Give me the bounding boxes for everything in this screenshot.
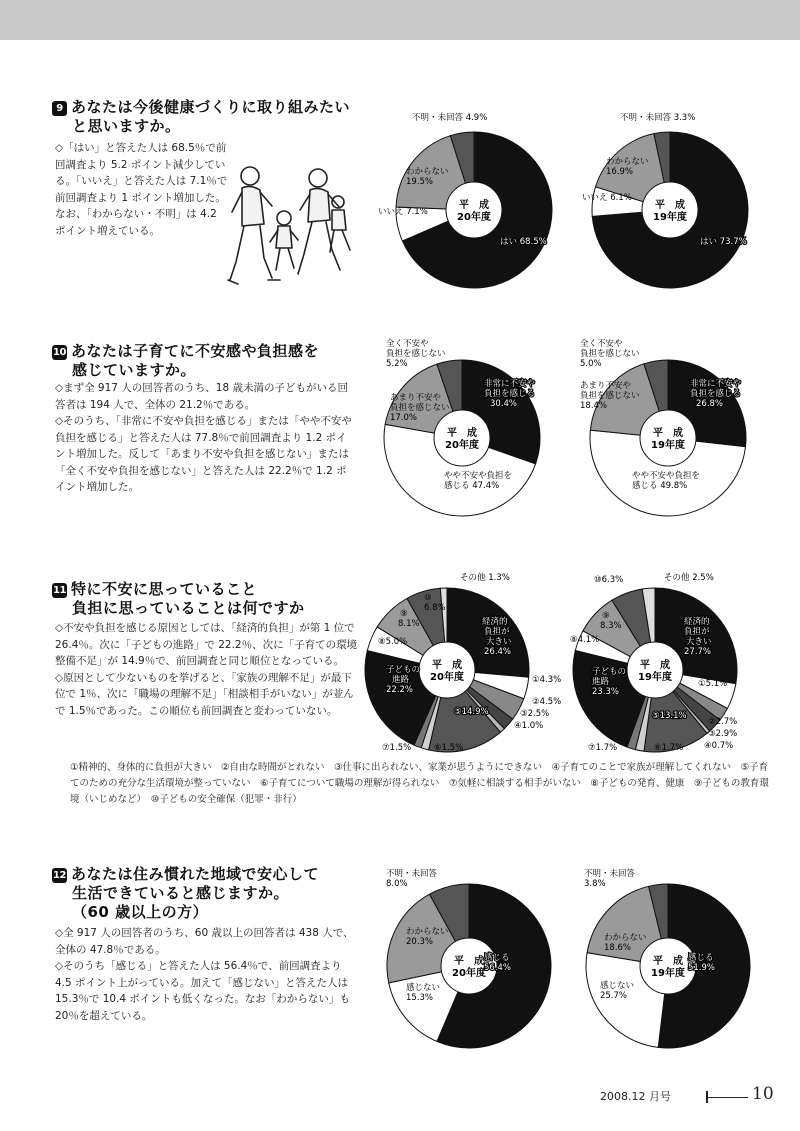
pie-slice-label: 8.1%	[398, 619, 420, 629]
pie-slice-label: 16.9%	[606, 167, 634, 177]
pie-slice-label: 感じる	[484, 953, 510, 963]
pie-slice-label: 進路	[592, 677, 610, 687]
pie-slice-label: いいえ 6.1%	[582, 193, 632, 203]
pie-slice-label: 感じる	[688, 953, 714, 963]
pie-chart	[580, 112, 785, 292]
pie-slice-label: あまり不安や	[390, 393, 442, 403]
pie-slice-label: 不明・未回答	[584, 869, 636, 879]
pie-slice-label: ②4.5%	[532, 697, 562, 707]
pie-slice-label: はい 73.7%	[700, 237, 747, 247]
pie-center-label: 平 成	[653, 428, 683, 439]
pie-center-label: 19年度	[638, 672, 672, 683]
pie-slice-label: 全く不安や	[386, 339, 429, 349]
pie-slice-label: ⑥1.5%	[434, 743, 464, 753]
pie-slice-label: 26.8%	[696, 399, 724, 409]
pie-slice-label: 18.4%	[580, 401, 608, 411]
pie-slice-label: 進路	[392, 675, 410, 685]
pie-slice-label: 感じる 49.8%	[632, 481, 688, 491]
section-title-12: 12 あなたは住み慣れた地域で安心して 生活できていると感じますか。 （60 歳以上の方）	[53, 865, 320, 921]
pie-slice-label: 18.6%	[604, 943, 632, 953]
pie-slice-label: ④1.0%	[514, 721, 544, 731]
pie-slice-label: 15.3%	[406, 993, 434, 1003]
pie-slice-label: ⑩6.3%	[594, 575, 624, 585]
pie-slice-label: 感じない	[406, 983, 441, 993]
pie-slice-label: わからない	[406, 927, 449, 937]
section-body-9: ◇「はい」と答えた人は 68.5％で前回調査より 5.2 ポイント減少している。「いいえ」と答えた人は 7.1％で前回調査より 1 ポイント増加した。なお、「わからない・不明」は 4.2 ポイント増えている。	[55, 142, 228, 237]
pie-center-label: 20年度	[445, 440, 479, 451]
pie-slice-label: 経済的	[482, 617, 508, 627]
issue-date: 2008.12 月号	[600, 1090, 671, 1103]
pie-slice-label: 8.0%	[386, 879, 408, 889]
pie-center-label: 平 成	[653, 956, 683, 967]
pie-slice-label: 非常に不安や	[484, 379, 536, 389]
pie-slice-label: ⑧4.1%	[570, 635, 600, 645]
pie-slice-label: 負担を感じる	[484, 389, 536, 399]
pie-chart	[372, 572, 577, 757]
section-number-badge: 12	[53, 870, 66, 881]
pie-slice-label: 感じる 47.4%	[444, 481, 500, 491]
pie-center-label: 20年度	[452, 968, 486, 979]
pie-slice-label: その他 1.3%	[460, 573, 510, 583]
footer-rule	[708, 1097, 748, 1098]
pie-slice-label: 26.4%	[484, 647, 512, 657]
pie-slice-label: ⑥1.7%	[654, 743, 684, 753]
pie-slice-label: 負担を感じない	[580, 391, 640, 401]
pie-slice-label: やや不安や負担を	[444, 471, 513, 481]
pie-slice-label: 大きい	[486, 637, 512, 647]
pie-center-label: 平 成	[454, 956, 484, 967]
pie-slice-label: ⑧5.0%	[378, 637, 408, 647]
pie-chart	[372, 112, 577, 292]
pie-slice-label: 51.9%	[688, 963, 716, 973]
pie-slice-label: 非常に不安や	[690, 379, 742, 389]
pie-slice-label: ②2.7%	[708, 717, 738, 727]
pie-slice-label: 19.5%	[406, 177, 434, 187]
pie-slice-label: 22.2%	[386, 685, 414, 695]
pie-slice-label: あまり不安や	[580, 381, 632, 391]
section-title-9: 9 あなたは今後健康づくりに取り組みたい と思いますか。	[52, 98, 382, 136]
pie-slice-label: 30.4%	[490, 399, 518, 409]
section-body-10: ◇まず全 917 人の回答者のうち、18 歳未満の子どもがいる回答者は 194 人で、全体の 21.2％である。 ◇そのうち、「非常に不安や負担を感じる」または「やや不安や負担を感じる」と答えた人は 77.8％で前回調査より 1.2 ポイント増加した。反して「あまり不安や負担を感じない」または「全く不安や負担を感じない」と答えた人は 22.2％で 1.2 ポイント増加した。	[55, 382, 352, 493]
pie-slice-label: 大きい	[686, 637, 712, 647]
pie-slice-label: ③2.9%	[708, 729, 738, 739]
pie-chart	[580, 340, 785, 520]
pie-center-label: 19年度	[651, 440, 685, 451]
header-bar	[0, 0, 800, 40]
pie-slice-label: はい 68.5%	[500, 237, 547, 247]
pie-center-label: 平 成	[447, 428, 477, 439]
pie-slice-label: 56.4%	[484, 963, 512, 973]
section-number-badge: 10	[53, 347, 66, 358]
pie-center-label: 20年度	[430, 672, 464, 683]
section-title-10: 10 あなたは子育てに不安感や負担感を 感じていますか。	[53, 342, 320, 379]
pie-slice-label: 負担を感じる	[690, 389, 742, 399]
section-number-badge: 9	[52, 101, 67, 116]
pie-center-label: 平 成	[432, 660, 462, 671]
cause-legend: ①精神的、身体的に負担が大きい ②自由な時間がとれない ③仕事に出られない、家業が思うようにできない ④子育てのことで家族が理解してくれない ⑤子育てのための充分な生活環境が整っていない ⑥子育てについて職場の理解が得られない ⑦気軽に相談する相手がいない ⑧子どもの発育、健康 ⑨子どもの教育環境（いじめなど） ⑩子どもの安全確保（犯罪・非行）	[70, 762, 769, 805]
pie-slice-label: やや不安や負担を	[632, 471, 701, 481]
pie-slice-label: 27.7%	[684, 647, 712, 657]
pie-center-label: 平 成	[640, 660, 670, 671]
pie-slice-label: ⑨	[602, 611, 610, 621]
pie-center-label: 20年度	[457, 212, 491, 223]
pie-slice-label: ⑦1.7%	[588, 743, 618, 753]
pie-slice-label: 不明・未回答	[386, 869, 438, 879]
page-number: 10	[752, 1084, 774, 1104]
section-number-badge: 11	[53, 585, 66, 596]
pie-slice-label: 不明・未回答 4.9%	[412, 113, 488, 123]
pie-slice-label: ⑦1.5%	[382, 743, 412, 753]
section-body-11: ◇不安や負担を感じる原因としては、「経済的負担」が第 1 位で 26.4％。次に「子どもの進路」で 22.2％、次に「子育ての環境整備不足」が 14.9％で、前回調査と同じ順位となっている。 ◇原因として少ないものを挙げると、「家族の理解不足」が最下位で 1％、次に「職場の理解不足」「相談相手がいない」が並んで 1.5％であった。この順位も前回調査と変わっていない。	[55, 622, 358, 717]
pie-slice-label: 5.0%	[580, 359, 602, 369]
pie-slice-label: ④0.7%	[704, 741, 734, 751]
pie-slice-label: ⑩	[424, 593, 432, 603]
pie-slice-label: 6.8%	[424, 603, 446, 613]
pie-slice-label: いいえ 7.1%	[378, 207, 428, 217]
pie-chart	[570, 572, 785, 757]
pie-slice-label: 23.3%	[592, 687, 620, 697]
pie-slice-label: 全く不安や	[580, 339, 623, 349]
pie-slice-label: 5.2%	[386, 359, 408, 369]
pie-chart	[372, 868, 577, 1048]
pie-slice-label: 3.8%	[584, 879, 606, 889]
pie-slice-label: 負担を感じない	[386, 349, 446, 359]
family-running-illustration	[228, 162, 358, 292]
pie-chart	[372, 340, 577, 520]
pie-center-label: 平 成	[655, 200, 685, 211]
section-body-12: ◇全 917 人の回答者のうち、60 歳以上の回答者は 438 人で、全体の 47.8％である。 ◇そのうち「感じる」と答えた人は 56.4％で、前回調査より 4.5 ポイント上がっている。加えて「感じない」と答えた人は 15.3％で 10.4 ポイントも低くなった。なお「わからない」も 20％を超えている。	[55, 927, 354, 1022]
pie-slice-label: その他 2.5%	[664, 573, 714, 583]
pie-slice-label: ①5.1%	[698, 679, 728, 689]
pie-slice-label: 負担を感じない	[580, 349, 640, 359]
pie-slice-label: 負担が	[684, 627, 710, 637]
section-title-11: 11 特に不安に思っていること 負担に思っていることは何ですか	[53, 580, 305, 617]
pie-slice-label: わからない	[604, 933, 647, 943]
pie-slice-label: 負担を感じない	[390, 403, 450, 413]
pie-slice-label: 20.3%	[406, 937, 434, 947]
pie-slice-label: ⑤13.1%	[652, 711, 687, 721]
pie-slice-label: 経済的	[684, 617, 710, 627]
pie-slice-label: 不明・未回答 3.3%	[620, 113, 696, 123]
pie-slice-label: ⑤14.9%	[454, 707, 489, 717]
pie-slice-label: 子どもの	[592, 667, 627, 677]
pie-slice-label: 25.7%	[600, 991, 628, 1001]
pie-center-label: 平 成	[459, 200, 489, 211]
pie-slice-label: わからない	[406, 167, 449, 177]
pie-slice-label: わからない	[606, 157, 649, 167]
pie-chart	[580, 868, 785, 1048]
pie-slice-label: ①4.3%	[532, 675, 562, 685]
pie-center-label: 19年度	[653, 212, 687, 223]
pie-center-label: 19年度	[651, 968, 685, 979]
pie-slice-label: 子どもの	[386, 665, 421, 675]
pie-slice-label: 8.3%	[600, 621, 622, 631]
pie-slice-label: 17.0%	[390, 413, 418, 423]
pie-slice-label: ③2.5%	[520, 709, 550, 719]
pie-slice-label: 負担が	[484, 627, 510, 637]
pie-slice-label: ⑨	[400, 609, 408, 619]
pie-slice-label: 感じない	[600, 981, 635, 991]
